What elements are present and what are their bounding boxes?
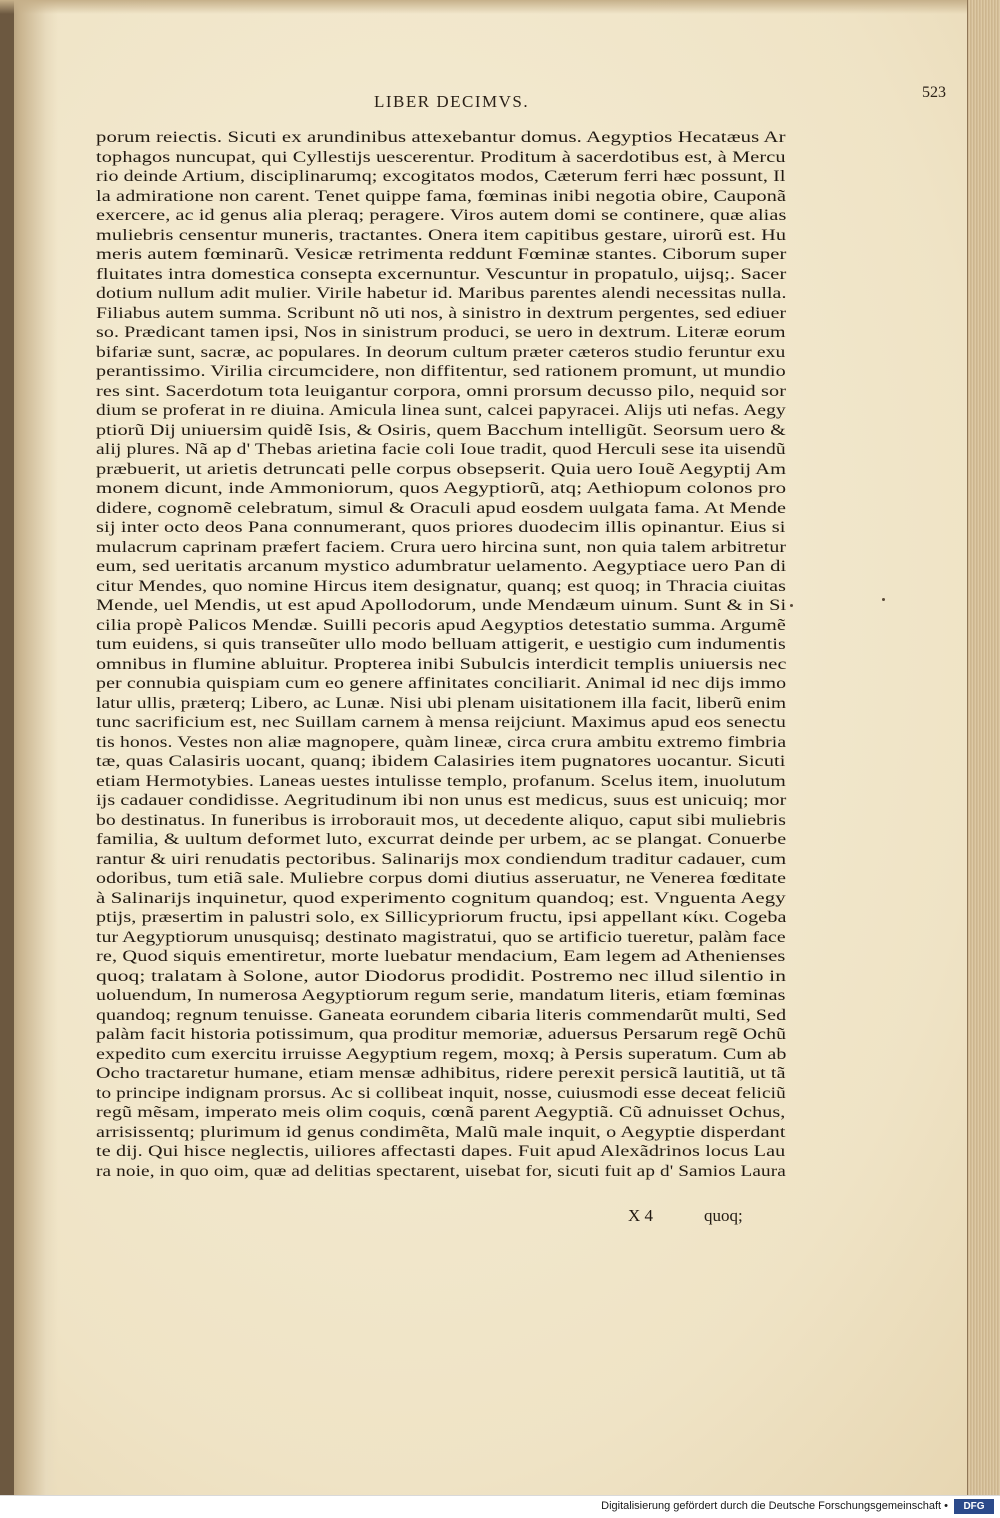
text-line: bifariæ sunt, sacræ, ac populares. In deorum cultum præter cæteros studio feruntur exu (96, 343, 786, 361)
dfg-logo: DFG (954, 1499, 994, 1514)
text-line: mulacrum caprinam præfert faciem. Crura uero hircina sunt, non quia talem arbitretur (96, 538, 787, 556)
text-line: monem dicunt, inde Ammoniorum, quos Aegyptiorũ, atq; Aethiopum colonos pro (96, 480, 787, 497)
text-line: Filiabus autem summa. Scribunt nõ uti nos, à sinistro in dextrum pergentes, sed ediuer (96, 304, 787, 322)
funding-credit: Digitalisierung gefördert durch die Deutsche Forschungsgemeinschaft • (601, 1500, 948, 1512)
text-line: tur Aegyptiorum unusquisq; destinato magistratui, quo se artificio tueretur, palàm face (96, 928, 786, 946)
text-line: præbuerit, ut arietis detruncati pelle corpus obsepserit. Quia uero Iouẽ Aegyptij Am (96, 460, 787, 478)
text-line: perantissimo. Virilia circumcidere, non diffitentur, sed rationem promunt, ut mundio (96, 363, 786, 380)
text-line: familia, & uultum deformet luto, excurrat deinde per urbem, ac se plangat. Conuerbe (96, 831, 787, 848)
text-line: tis honos. Vestes non aliæ magnopere, quàm lineæ, circa crura ambitu extremo fimbria (96, 733, 787, 751)
folio-number: 523 (922, 84, 946, 101)
text-line: odoribus, tum etiã sale. Muliebre corpus domi diutius asseruatur, ne Venerea fœditate (96, 870, 787, 887)
text-line: ijs cadauer condidisse. Aegritudinum ibi non unus est medicus, suus est unicuiq; mor (96, 792, 787, 809)
text-line: arrisissentq; plurimum id genus condimẽta, Malũ male inquit, o Aegyptie disperdant (96, 1123, 786, 1141)
text-line: etiam Hermotybies. Laneas uestes intulisse templo, profanum. Scelus item, inuolutum (96, 772, 786, 790)
text-line: muliebris censentur muneris, tractantes. Onera item capitibus gestare, uirorũ est. Hu (96, 226, 787, 244)
text-line: omnibus in flumine abluitur. Propterea inibi Subulcis interdicit templis uniuersis nec (96, 655, 787, 673)
text-line: te dij. Qui hisce neglectis, uiliores affectasti dapes. Fuit apud Alexãdrinos locus Lau (96, 1143, 786, 1160)
text-line: la admiratione non carent. Tenet quippe fama, fœminas inibi negotia obire, Cauponã (96, 187, 787, 205)
text-line: uoluendum, In numerosa Aegyptiorum regum serie, mandatum literis, etiam fœminas (96, 987, 786, 1004)
text-line: porum reiectis. Sicuti ex arundinibus attexebantur domus. Aegyptios Hecatæus Ar (96, 129, 786, 146)
text-line: dotium nullum adit mulier. Virile habetur id. Maribus parentes alendi necessitas nulla. (96, 285, 787, 302)
top-edge-shadow (0, 0, 1000, 14)
text-line: ra noie, in quo oim, quæ ad delitias spectarent, uisebat for, sicuti fuit ap d' Samios Laura (96, 1162, 786, 1180)
text-line: re, Quod siquis ementiretur, morte luebatur mendacium, Eam legem ad Athenienses (96, 948, 786, 965)
text-line: to principe indignam prorsus. Ac si collibeat inquit, nosse, cuiusmodi esse deceat feliciũ (96, 1084, 786, 1102)
text-line: per connubia quispiam cum eo genere affinitates conciliarit. Animal id nec dijs immo (96, 675, 787, 692)
text-line: ptijs, præsertim in palustri solo, ex Sillicypriorum fructu, ipsi appellant κίκι. Cogeba (96, 909, 787, 926)
text-line: exercere, ac id genus alia pleraq; peragere. Viros autem domi se continere, quæ alias (96, 207, 787, 224)
text-line: ptiorũ Dij uniuersim quidẽ Isis, & Osiris, quem Bacchum intelligũt. Seorsum uero & (96, 421, 786, 439)
text-line: citur Mendes, quo nomine Hircus item designatur, quanq; est quoq; in Thracia ciuitas (96, 577, 787, 595)
text-line: quoq; tralatam à Solone, autor Diodorus prodidit. Postremo nec illud silentio in (96, 967, 787, 985)
text-line: meris autem fœminarũ. Vesicæ retrimenta reddunt Fœminæ stantes. Ciborum super (96, 246, 787, 263)
text-line: alij plures. Nã ap d' Thebas arietina facie coli Ioue tradit, quod Herculi sese ita uisendũ (96, 441, 786, 458)
text-line: sij inter octo deos Pana connumerant, quos priores duodecim illis opinantur. Eius si (96, 519, 786, 536)
text-line: dium se proferat in re diuina. Amicula linea sunt, calcei papyracei. Alijs uti nefas. Aegy (96, 402, 786, 419)
text-line: eum, sed ueritatis arcanum mystico adumbratur uelamento. Aegyptiace uero Pan di (96, 558, 787, 575)
margin-speck (882, 598, 885, 601)
page-fore-edge (967, 0, 1000, 1495)
text-line: latur ullis, præterq; Libero, ac Lunæ. Nisi ubi plenam uisitationem illa facit, liberũ enim (96, 694, 787, 712)
text-line: fluitates intra domestica consepta excernuntur. Vescuntur in propatulo, uijsq;. Sacer (96, 265, 787, 283)
text-line: rio deinde Artium, disciplinarumq; excogitatos modos, Cæterum ferri hæc possunt, Il (96, 168, 786, 185)
text-line: tæ, quas Calasiris uocant, quanq; ibidem Calasiries item pugnatores uocantur. Sicuti (96, 753, 786, 770)
text-line: tunc sacrificium est, nec Suillam carnem à mensa reijciunt. Maximus apud eos senectu (96, 714, 786, 731)
text-line: didere, cognomẽ celebratum, simul & Oraculi apud eosdem uulgata fama. At Mende (96, 499, 787, 517)
text-line: Mende, uel Mendis, ut est apud Apollodorum, unde Mendæum uinum. Sunt & in Si (96, 597, 787, 614)
text-line: à Salinarijs inquinetur, quod experimento cognitum quandoq; est. Vnguenta Aegy (96, 889, 786, 907)
text-line: cilia propè Palicos Mendæ. Suilli pecoris apud Aegyptios detestatio summa. Argumẽ (96, 616, 786, 634)
catchword: quoq; (704, 1206, 743, 1225)
page-header (0, 84, 1000, 116)
text-line: so. Prædicant tamen ipsi, Nos in sinistrum produci, se uero in dextrum. Literæ eorum (96, 324, 786, 341)
running-head: LIBER DECIMVS. (374, 92, 530, 111)
spine-shadow (0, 0, 14, 1495)
text-line: tophagos nuncupat, qui Cyllestijs uescerentur. Proditum à sacerdotibus est, à Mercu (96, 148, 786, 166)
text-line: tum euidens, si quis transeũter ullo modo belluam attigerit, e uestigio cum indumentis (96, 636, 786, 653)
margin-speck (790, 604, 793, 607)
text-line: rantur & uiri renudatis pectoribus. Salinarijs mox condiendum traditur cadauer, cum (96, 850, 787, 868)
text-line: quandoq; regnum tenuisse. Ganeata eorundem cibaria literis commendarũt multi, Sed (96, 1006, 787, 1024)
text-line: regũ mẽsam, imperato meis olim coquis, cœnã parent Aegyptiã. Cũ adnuisset Ochus, (96, 1104, 786, 1121)
viewer-footer (0, 1495, 1000, 1518)
text-line: expedito cum exercitu irruisse Aegyptium regem, moxq; à Persis superatum. Cum ab (96, 1045, 787, 1063)
text-line: bo destinatus. In funeribus is irroborauit mos, ut decedente aliquo, caput sibi muliebris (96, 811, 787, 829)
text-line: Ocho tractaretur humane, etiam mensæ adhibitus, ridere perexit persicã lautitiã, ut tã (96, 1065, 786, 1082)
signature-mark: X 4 (628, 1206, 654, 1225)
text-line: palàm facit historia potissimum, qua proditur memoriæ, aduersus Persarum regẽ Ochũ (96, 1026, 787, 1043)
text-line: res sint. Sacerdotum tota leuigantur corpora, omni prorsum decusso pilo, nequid sor (96, 382, 787, 400)
main-text-block (96, 128, 786, 1181)
